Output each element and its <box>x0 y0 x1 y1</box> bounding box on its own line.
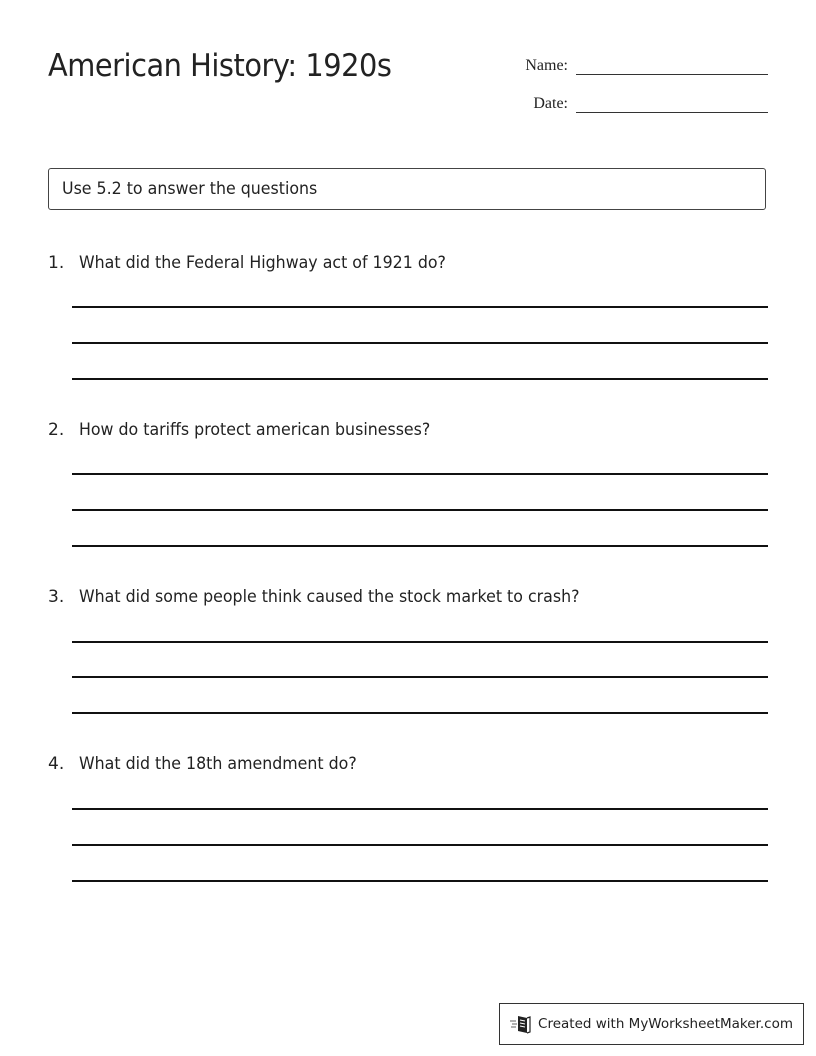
instructions-text: Use 5.2 to answer the questions <box>62 179 318 199</box>
question-text: What did some people think caused the stock market to crash? <box>79 587 580 607</box>
date-blank-line <box>576 94 768 113</box>
question-3 <box>48 585 768 609</box>
answer-line <box>72 676 768 678</box>
footer-text: Created with MyWorksheetMaker.com <box>538 1016 793 1032</box>
worksheet-maker-logo-icon <box>510 1014 532 1034</box>
answer-line <box>72 808 768 810</box>
answer-line <box>72 306 768 308</box>
answer-line <box>72 641 768 643</box>
footer-attribution[interactable] <box>499 1003 804 1045</box>
question-2 <box>48 418 768 442</box>
question-number: 1. <box>48 253 65 273</box>
answer-line <box>72 342 768 344</box>
date-field <box>508 94 768 113</box>
answer-line <box>72 880 768 882</box>
question-number: 3. <box>48 587 65 607</box>
name-field <box>508 56 768 75</box>
answer-line <box>72 473 768 475</box>
name-blank-line <box>576 56 768 75</box>
answer-line <box>72 712 768 714</box>
question-1 <box>48 251 768 275</box>
question-text: What did the 18th amendment do? <box>79 754 357 774</box>
instructions-box <box>48 168 766 210</box>
question-text: What did the Federal Highway act of 1921 do? <box>79 253 446 273</box>
name-label: Name: <box>525 57 568 74</box>
question-number: 4. <box>48 754 65 774</box>
question-text: How do tariffs protect american businesses? <box>79 420 431 440</box>
answer-line <box>72 545 768 547</box>
answer-line <box>72 509 768 511</box>
answer-line <box>72 844 768 846</box>
answer-line <box>72 378 768 380</box>
page-title: American History: 1920s <box>48 48 392 84</box>
question-number: 2. <box>48 420 65 440</box>
question-4 <box>48 752 768 776</box>
date-label: Date: <box>533 95 568 112</box>
